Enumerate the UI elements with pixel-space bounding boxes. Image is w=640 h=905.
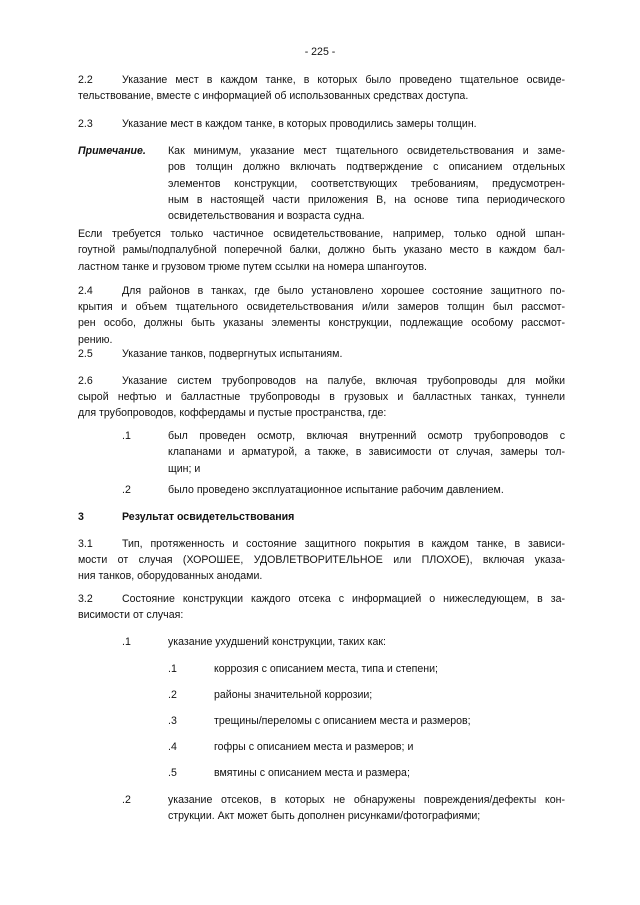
para-2-4-number: 2.4 <box>78 285 93 297</box>
para-partial-line: ластном танке и грузовом трюме путем ссылки на номера шпангоутов. <box>78 260 427 273</box>
para-3-1-number: 3.1 <box>78 538 93 550</box>
note-line: элементов конструкции, соответствующих требованиям, предусмотрен- <box>168 177 565 190</box>
para-2-6-line: Указание систем трубопроводов на палубе, включая трубопроводы для мойки <box>122 375 565 387</box>
para-2-2-number: 2.2 <box>78 74 93 86</box>
para-partial-line: гоутной рамы/подпалубной поперечной балки, должно быть указано место в каждом бал- <box>78 244 565 257</box>
para-partial-line: Если требуется только частичное освидетельствование, например, только одной шпан- <box>78 228 565 240</box>
sub-3-2-1-number: .1 <box>122 636 131 648</box>
para-3-1-line: Тип, протяженность и состояние защитного покрытия в каждом танке, в зависи- <box>122 538 565 550</box>
sub-3-2-2-body <box>168 792 565 825</box>
note-label: Примечание. <box>78 145 146 157</box>
para-2-4-line: Для районов в танках, где было установлено хорошее состояние защитного по- <box>122 285 565 297</box>
sub-3-2-1-item-text: коррозия с описанием места, типа и степени; <box>214 663 438 675</box>
para-3-1-line: мости от случая (ХОРОШЕЕ, УДОВЛЕТВОРИТЕЛЬНОЕ или ПЛОХОЕ), включая указа- <box>78 554 565 566</box>
page-number: - 225 - <box>304 46 336 58</box>
sub-3-2-1-item-number: .5 <box>168 767 177 779</box>
sub-3-2-1-item-number: .2 <box>168 689 177 701</box>
sub-3-2-2-line: указание отсеков, в которых не обнаружены повреждения/дефекты кон- <box>168 794 565 806</box>
para-2-6-rest <box>78 389 565 422</box>
section-3-title: Результат освидетельствования <box>122 511 295 523</box>
para-2-5-line: Указание танков, подвергнутых испытаниям. <box>122 348 343 360</box>
sub-2-6-2-line: было проведено эксплуатационное испытание рабочим давлением. <box>168 484 504 496</box>
sub-3-2-1-item-number: .3 <box>168 715 177 727</box>
para-3-2-line: висимости от случая: <box>78 609 184 621</box>
sub-3-2-1-item-text: трещины/переломы с описанием места и размеров; <box>214 715 471 727</box>
sub-2-6-2-number: .2 <box>122 484 131 496</box>
para-2-6-line: сырой нефтью и балластные трубопроводы в грузовых и балластных танках, туннели <box>78 391 565 403</box>
sub-2-6-1-number: .1 <box>122 430 131 442</box>
para-3-1-rest <box>78 552 565 585</box>
sub-3-2-1-item-number: .4 <box>168 741 177 753</box>
sub-2-6-1-body <box>168 428 565 477</box>
note-line: Как минимум, указание мест тщательного освидетельствования и заме- <box>168 145 565 157</box>
note-line: освидетельствования и возраста судна. <box>168 210 365 223</box>
para-3-1-line: ния танков, оборудованных анодами. <box>78 570 263 583</box>
sub-2-6-1-line: был проведен осмотр, включая внутренний осмотр трубопроводов с <box>168 430 565 442</box>
sub-2-6-1-line: клапанами и арматурой, а также, в зависимости от случая, замеры тол- <box>168 446 565 459</box>
sub-3-2-1-item-number: .1 <box>168 663 177 675</box>
para-3-2-number: 3.2 <box>78 593 93 605</box>
para-2-4-line: рен особо, должны быть указаны элементы конструкции, подлежащие особому рассмот- <box>78 317 565 330</box>
sub-2-6-1-line: щин; и <box>168 462 201 475</box>
para-partial <box>78 226 565 275</box>
para-2-6-line: для трубопроводов, коффердамы и пустые пространства, где: <box>78 407 387 420</box>
para-2-6-number: 2.6 <box>78 375 93 387</box>
para-2-3-number: 2.3 <box>78 118 93 130</box>
section-3-number: 3 <box>78 511 84 523</box>
sub-3-2-1-item-text: районы значительной коррозии; <box>214 689 373 701</box>
para-3-2-line: Состояние конструкции каждого отсека с информацией о нижеследующем, в за- <box>122 593 565 605</box>
para-2-3-line: Указание мест в каждом танке, в которых проводились замеры толщин. <box>122 118 477 130</box>
para-2-4-line: крытия и объем тщательного освидетельствования и/или замеров толщин был рассмот- <box>78 301 565 313</box>
para-2-4-rest <box>78 299 565 348</box>
para-2-2-line: тельствование, вместе с информацией об использованных средствах доступа. <box>78 90 469 102</box>
para-2-2-line: Указание мест в каждом танке, в которых было проведено тщательное освиде- <box>122 74 565 86</box>
note-body <box>168 143 565 224</box>
sub-3-2-1-item-text: гофры с описанием места и размеров; и <box>214 741 414 753</box>
para-2-4-line: рению. <box>78 333 113 346</box>
sub-3-2-2-line: струкции. Акт может быть дополнен рисунками/фотографиями; <box>168 810 481 823</box>
sub-3-2-1-item-text: вмятины с описанием места и размера; <box>214 767 410 779</box>
sub-3-2-1-line: указание ухудшений конструкции, таких как: <box>168 636 386 648</box>
para-2-5-number: 2.5 <box>78 348 93 360</box>
sub-3-2-2-number: .2 <box>122 794 131 806</box>
note-line: ров толщин должно включать подтверждение с описанием отдельных <box>168 161 565 174</box>
note-line: ным в настоящей части приложения В, на основе типа периодического <box>168 193 565 206</box>
